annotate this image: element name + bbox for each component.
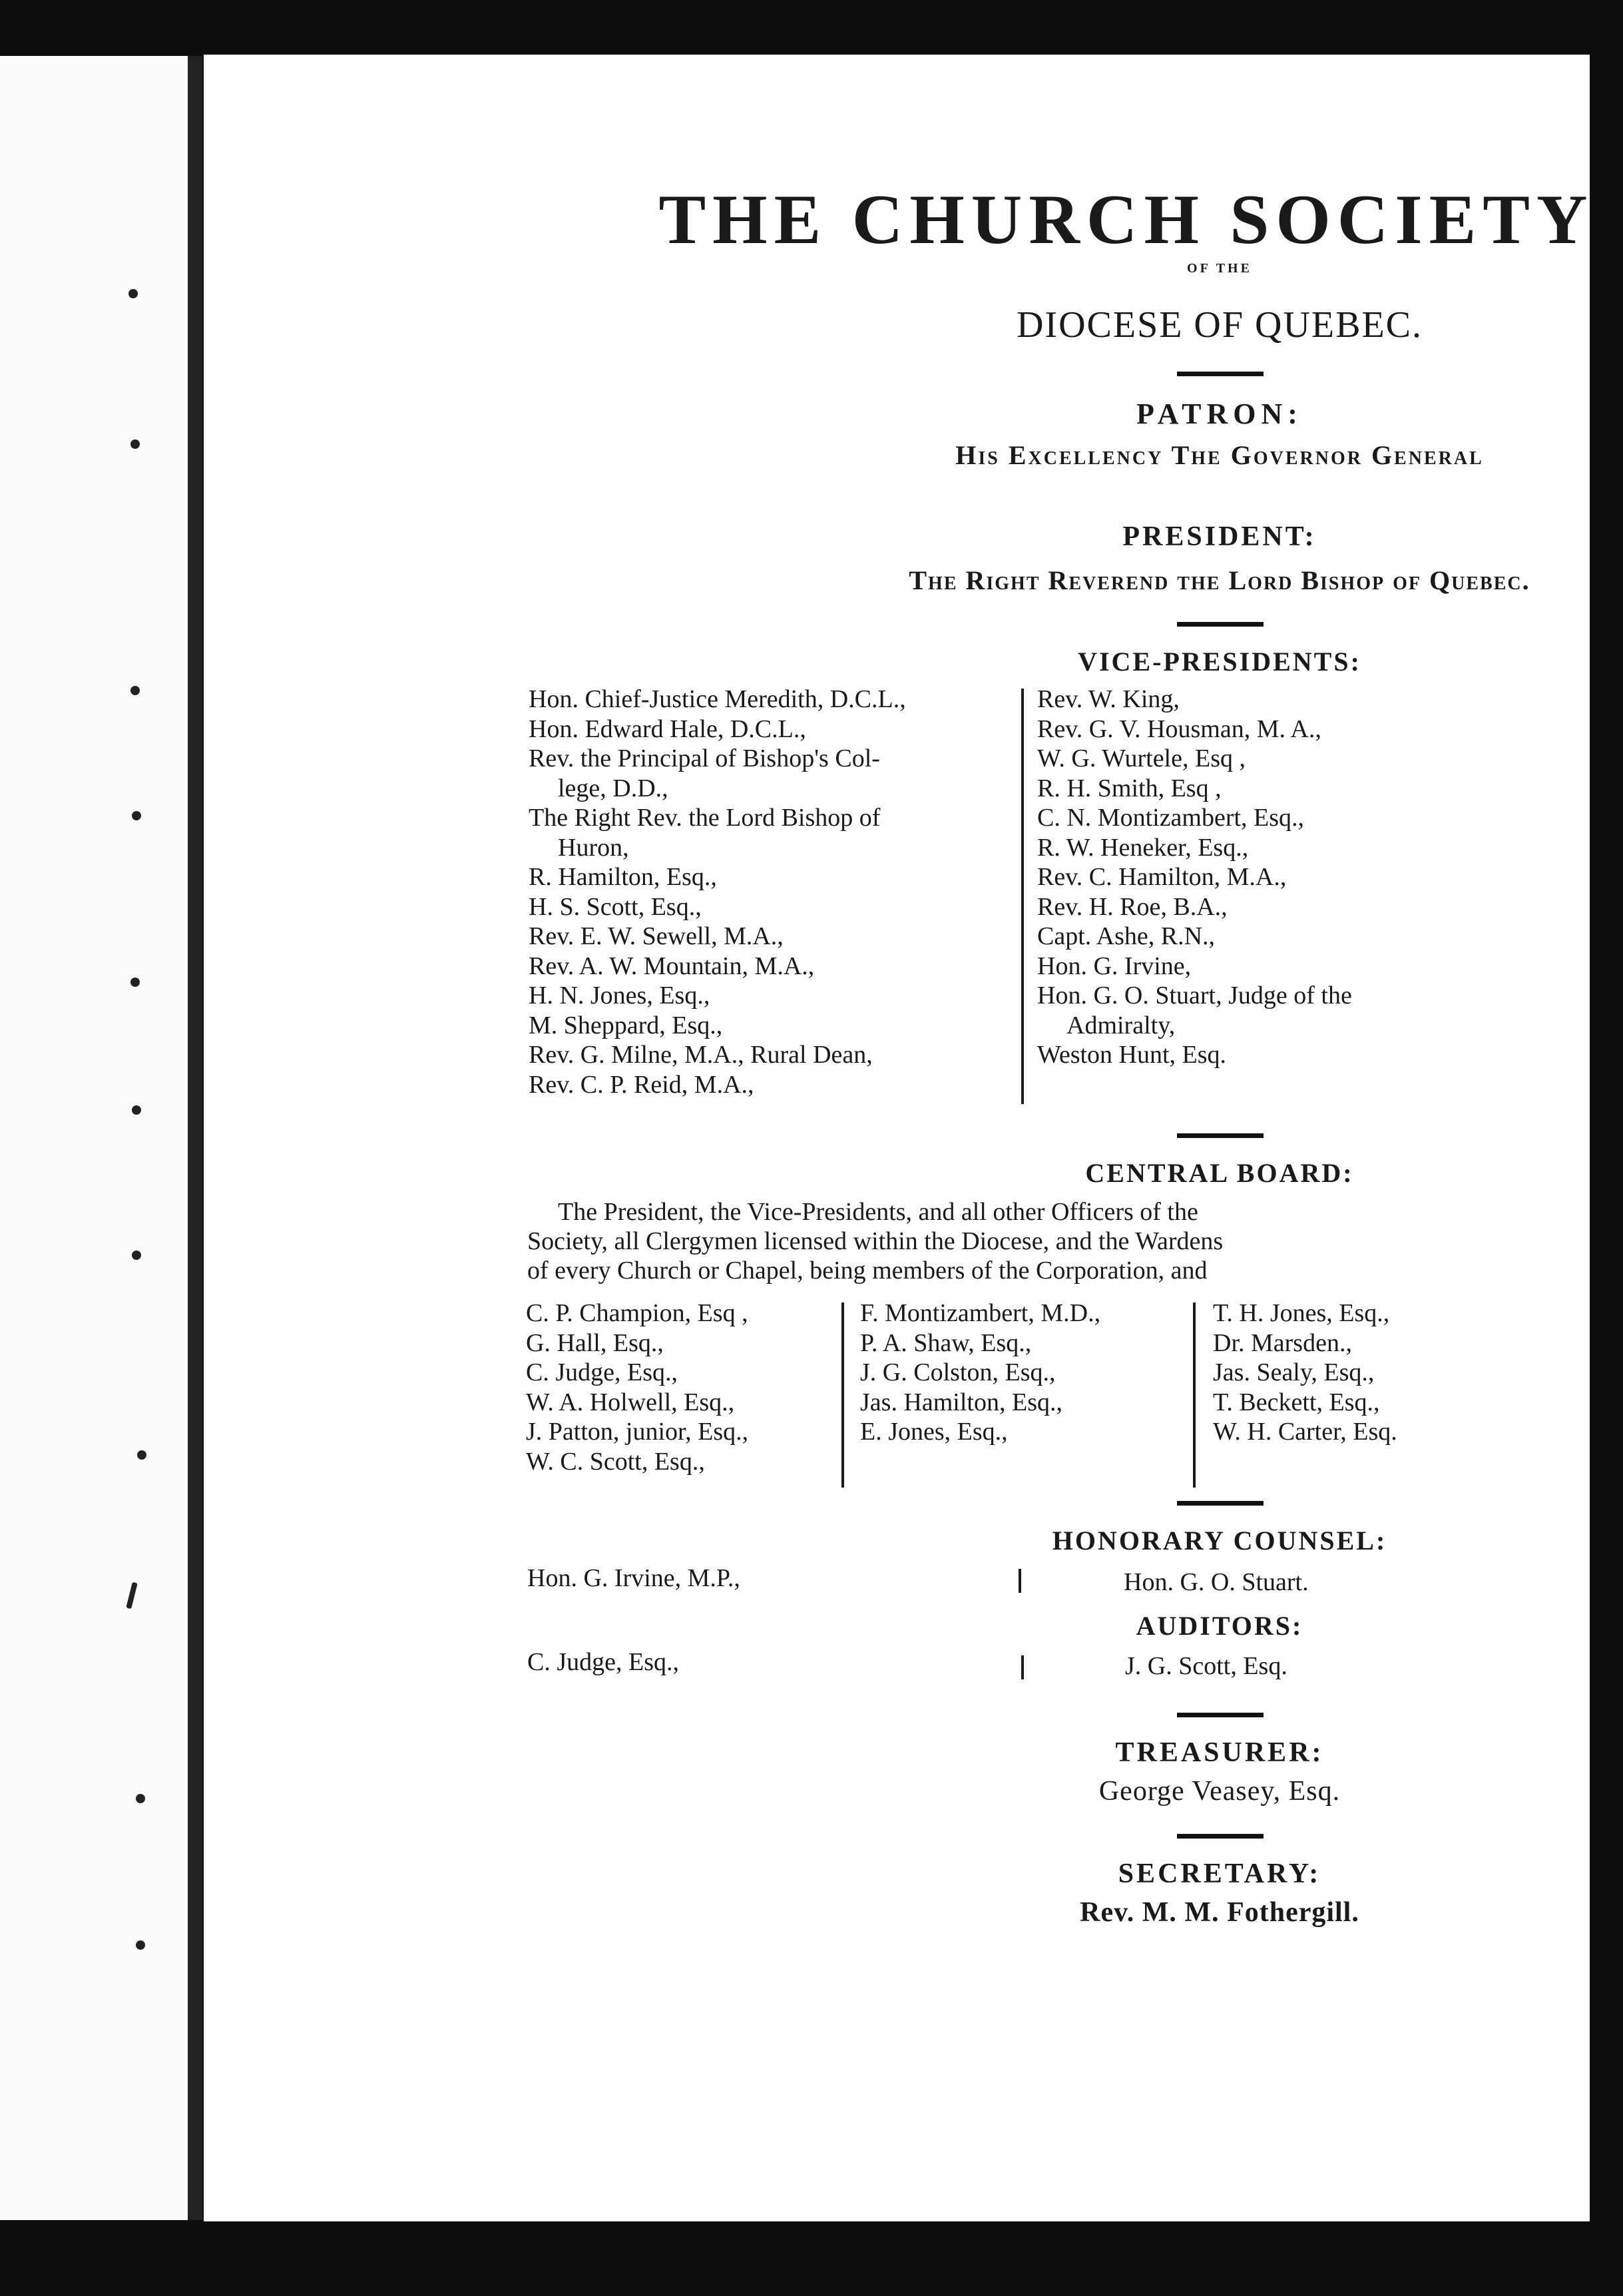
list-item: lege, D.D., bbox=[558, 774, 668, 802]
list-item: H. S. Scott, Esq., bbox=[529, 892, 702, 921]
column-divider bbox=[1021, 689, 1024, 1104]
margin-mark bbox=[132, 811, 141, 820]
treasurer-heading: TREASURER: bbox=[1115, 1737, 1324, 1768]
president-heading: PRESIDENT: bbox=[1122, 521, 1317, 552]
list-item: Hon. G. Irvine, bbox=[1037, 952, 1192, 980]
divider bbox=[1177, 622, 1264, 627]
list-item: Rev. W. King, bbox=[1037, 685, 1180, 713]
president-name: The Right Reverend the Lord Bishop of Quebec. bbox=[909, 565, 1530, 595]
divider bbox=[1177, 1501, 1264, 1506]
list-item: Hon. Edward Hale, D.C.L., bbox=[529, 715, 806, 743]
vice-presidents-left-column bbox=[529, 685, 1035, 1099]
auditors-left: C. Judge, Esq., bbox=[527, 1648, 679, 1676]
list-item: The Right Rev. the Lord Bishop of bbox=[529, 804, 881, 832]
patron-heading: PATRON: bbox=[1136, 398, 1303, 430]
vice-presidents-heading: VICE-PRESIDENTS: bbox=[1078, 647, 1361, 677]
auditors-right: J. G. Scott, Esq. bbox=[1125, 1652, 1287, 1680]
central-board-column-2 bbox=[860, 1298, 1193, 1447]
central-board-intro-line: of every Church or Chapel, being members of the Corporation, and bbox=[527, 1257, 1208, 1285]
margin-mark bbox=[130, 439, 140, 449]
secretary-name: Rev. M. M. Fothergill. bbox=[1080, 1897, 1359, 1928]
margin-mark bbox=[128, 289, 138, 298]
list-item: Huron, bbox=[558, 833, 629, 862]
list-item: Rev. A. W. Mountain, M.A., bbox=[529, 952, 815, 980]
list-item: W. G. Wurtele, Esq , bbox=[1037, 744, 1246, 772]
list-item: Jas. Sealy, Esq., bbox=[1213, 1358, 1375, 1386]
divider bbox=[1177, 372, 1264, 376]
document-page bbox=[204, 55, 1594, 2221]
list-item: Rev. E. W. Sewell, M.A., bbox=[529, 922, 784, 950]
document-title: THE CHURCH SOCIETY bbox=[658, 180, 1594, 258]
vice-presidents-right-column bbox=[1037, 685, 1570, 1070]
margin-mark bbox=[136, 1794, 145, 1803]
honorary-counsel-right: Hon. G. O. Stuart. bbox=[1124, 1568, 1309, 1596]
list-item: Hon. G. O. Stuart, Judge of the bbox=[1037, 982, 1352, 1009]
central-board-column-3 bbox=[1213, 1298, 1546, 1447]
list-item: Admiralty, bbox=[1066, 1011, 1176, 1039]
list-item: Capt. Ashe, R.N., bbox=[1037, 922, 1216, 950]
list-item: R. H. Smith, Esq , bbox=[1037, 774, 1222, 802]
column-divider bbox=[1019, 1569, 1021, 1593]
list-item: R. W. Heneker, Esq., bbox=[1037, 833, 1249, 862]
list-item: Jas. Hamilton, Esq., bbox=[860, 1388, 1062, 1416]
honorary-counsel-heading: HONORARY COUNSEL: bbox=[1052, 1526, 1387, 1556]
list-item: F. Montizambert, M.D., bbox=[860, 1299, 1101, 1327]
list-item: Weston Hunt, Esq. bbox=[1037, 1041, 1227, 1069]
list-item: Dr. Marsden., bbox=[1213, 1328, 1352, 1357]
central-board-column-1 bbox=[526, 1298, 839, 1476]
list-item: W. A. Holwell, Esq., bbox=[526, 1388, 735, 1416]
list-item: G. Hall, Esq., bbox=[526, 1328, 664, 1357]
list-item: W. C. Scott, Esq., bbox=[526, 1447, 705, 1476]
divider bbox=[1177, 1834, 1264, 1839]
list-item: H. N. Jones, Esq., bbox=[529, 982, 710, 1009]
diocese-subtitle: DIOCESE OF QUEBEC. bbox=[1016, 304, 1423, 346]
honorary-counsel-left: Hon. G. Irvine, M.P., bbox=[527, 1564, 740, 1592]
margin-mark bbox=[136, 1940, 145, 1950]
list-item: T. Beckett, Esq., bbox=[1213, 1388, 1380, 1416]
central-board-intro-line: The President, the Vice-Presidents, and all other Officers of the bbox=[558, 1198, 1198, 1226]
auditors-heading: AUDITORS: bbox=[1136, 1611, 1303, 1641]
list-item: Rev. G. V. Housman, M. A., bbox=[1037, 715, 1321, 743]
central-board-heading: CENTRAL BOARD: bbox=[1085, 1158, 1354, 1188]
list-item: Rev. C. Hamilton, M.A., bbox=[1037, 863, 1287, 891]
divider bbox=[1177, 1133, 1264, 1138]
column-divider bbox=[1021, 1655, 1024, 1679]
list-item: T. H. Jones, Esq., bbox=[1213, 1299, 1390, 1327]
patron-name: His Excellency The Governor General bbox=[955, 440, 1484, 470]
list-item: C. N. Montizambert, Esq., bbox=[1037, 804, 1305, 832]
margin-mark bbox=[132, 1105, 141, 1115]
list-item: E. Jones, Esq., bbox=[860, 1418, 1008, 1446]
list-item: Rev. the Principal of Bishop's Col- bbox=[529, 744, 880, 772]
margin-mark bbox=[130, 686, 140, 695]
margin-mark bbox=[130, 978, 140, 987]
list-item: W. H. Carter, Esq. bbox=[1213, 1418, 1397, 1446]
list-item: C. Judge, Esq., bbox=[526, 1358, 678, 1386]
list-item: J. Patton, junior, Esq., bbox=[526, 1418, 749, 1446]
list-item: R. Hamilton, Esq., bbox=[529, 863, 717, 891]
list-item: Rev. C. P. Reid, M.A., bbox=[529, 1070, 754, 1099]
list-item: Hon. Chief-Justice Meredith, D.C.L., bbox=[529, 685, 906, 713]
treasurer-name: George Veasey, Esq. bbox=[1098, 1776, 1341, 1807]
column-divider bbox=[1193, 1302, 1196, 1488]
page-binding bbox=[188, 56, 202, 2220]
list-item: C. P. Champion, Esq , bbox=[526, 1299, 748, 1327]
list-item: J. G. Colston, Esq., bbox=[860, 1358, 1056, 1386]
secretary-heading: SECRETARY: bbox=[1118, 1859, 1321, 1889]
divider bbox=[1177, 1713, 1264, 1717]
margin-mark bbox=[132, 1251, 141, 1260]
list-item: P. A. Shaw, Esq., bbox=[860, 1328, 1032, 1357]
list-item: M. Sheppard, Esq., bbox=[529, 1011, 723, 1039]
margin-mark bbox=[137, 1450, 146, 1460]
list-item: Rev. G. Milne, M.A., Rural Dean, bbox=[529, 1041, 873, 1069]
of-the-caption: OF THE bbox=[1187, 261, 1252, 276]
column-divider bbox=[841, 1302, 844, 1488]
central-board-intro-line: Society, all Clergymen licensed within the Diocese, and the Wardens bbox=[527, 1227, 1224, 1255]
facing-page-edge bbox=[0, 56, 197, 2220]
list-item: Rev. H. Roe, B.A., bbox=[1037, 892, 1228, 921]
